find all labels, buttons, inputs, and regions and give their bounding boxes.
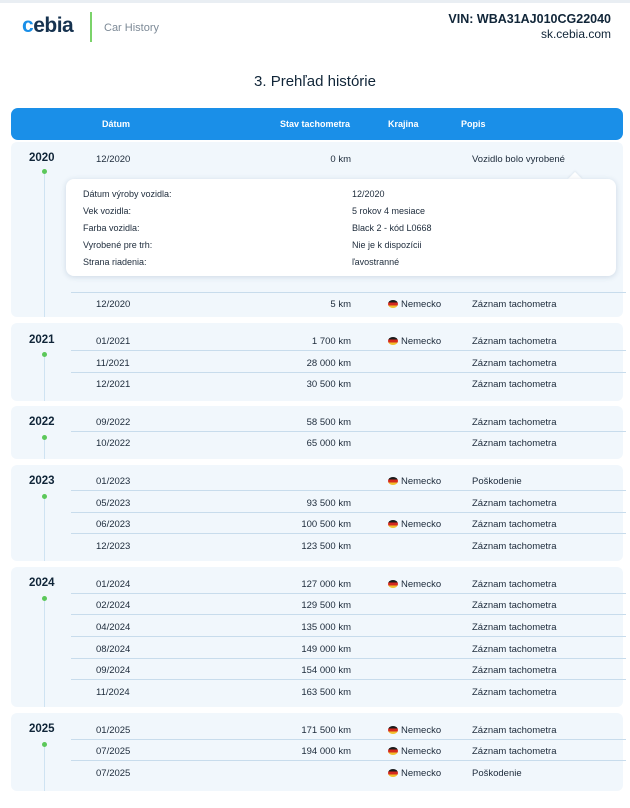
table-row[interactable] — [71, 373, 626, 394]
info-label: Vek vozidla: — [83, 206, 132, 216]
timeline-dot — [42, 352, 47, 357]
table-row[interactable] — [71, 616, 626, 637]
info-label: Vyrobené pre trh: — [83, 240, 153, 250]
germany-flag-icon — [388, 477, 398, 485]
year-group-2023 — [11, 465, 623, 561]
timeline-dot — [42, 435, 47, 440]
timeline-line — [44, 495, 45, 561]
table-row[interactable] — [71, 330, 626, 351]
row-odometer: 93 500 km — [306, 498, 351, 509]
vin-label: VIN: WBA31AJ010CG22040 — [448, 12, 611, 26]
info-label: Farba vozidla: — [83, 223, 140, 233]
row-description: Záznam tachometra — [472, 498, 557, 509]
row-odometer: 135 000 km — [301, 622, 351, 633]
table-row[interactable] — [71, 432, 626, 453]
row-date: 12/2021 — [96, 379, 131, 390]
germany-flag-icon — [388, 726, 398, 734]
logo-divider — [90, 12, 92, 42]
row-date: 01/2023 — [96, 476, 131, 487]
row-description: Záznam tachometra — [472, 358, 557, 369]
row-description: Záznam tachometra — [472, 336, 557, 347]
timeline-line — [44, 353, 45, 401]
table-row[interactable] — [71, 292, 626, 313]
row-date: 12/2020 — [96, 154, 131, 165]
row-description: Záznam tachometra — [472, 725, 557, 736]
row-description: Záznam tachometra — [472, 665, 557, 676]
cebia-logo: cebia — [22, 14, 74, 37]
row-description: Záznam tachometra — [472, 438, 557, 449]
info-value: ľavostranné — [352, 257, 400, 267]
germany-flag-icon — [388, 747, 398, 755]
timeline-dot — [42, 742, 47, 747]
year-group-2024 — [11, 567, 623, 707]
table-row[interactable] — [71, 659, 626, 680]
timeline-dot — [42, 596, 47, 601]
row-date: 01/2021 — [96, 336, 131, 347]
table-row[interactable] — [71, 148, 626, 169]
row-odometer: 65 000 km — [306, 438, 351, 449]
row-country: Nemecko — [388, 725, 441, 736]
row-date: 12/2020 — [96, 299, 131, 310]
row-date: 05/2023 — [96, 498, 131, 509]
year-group-2021 — [11, 323, 623, 401]
year-label: 2023 — [29, 475, 55, 487]
year-label: 2021 — [29, 334, 55, 346]
row-description: Záznam tachometra — [472, 579, 557, 590]
row-date: 09/2024 — [96, 665, 131, 676]
row-description: Záznam tachometra — [472, 687, 557, 698]
row-date: 01/2024 — [96, 579, 131, 590]
germany-flag-icon — [388, 580, 398, 588]
info-value: 12/2020 — [352, 189, 385, 199]
row-country: Nemecko — [388, 519, 441, 530]
row-description: Vozidlo bolo vyrobené — [472, 154, 565, 165]
row-odometer: 0 km — [330, 154, 351, 165]
row-date: 10/2022 — [96, 438, 131, 449]
row-description: Záznam tachometra — [472, 379, 557, 390]
info-value: Nie je k dispozícii — [352, 240, 422, 250]
table-header — [11, 108, 623, 140]
row-odometer: 1 700 km — [311, 336, 351, 347]
info-label: Dátum výroby vozidla: — [83, 189, 172, 199]
row-odometer: 194 000 km — [301, 746, 351, 757]
row-odometer: 100 500 km — [301, 519, 351, 530]
table-row[interactable] — [71, 638, 626, 659]
row-date: 01/2025 — [96, 725, 131, 736]
row-date: 02/2024 — [96, 600, 131, 611]
row-date: 08/2024 — [96, 644, 131, 655]
row-description: Záznam tachometra — [472, 299, 557, 310]
row-description: Poškodenie — [472, 768, 522, 779]
row-odometer: 30 500 km — [306, 379, 351, 390]
row-odometer: 149 000 km — [301, 644, 351, 655]
row-country: Nemecko — [388, 579, 441, 590]
table-row[interactable] — [71, 681, 626, 702]
row-date: 09/2022 — [96, 417, 131, 428]
row-date: 11/2024 — [96, 687, 130, 698]
germany-flag-icon — [388, 520, 398, 528]
row-description: Záznam tachometra — [472, 541, 557, 552]
row-odometer: 171 500 km — [301, 725, 351, 736]
row-odometer: 163 500 km — [301, 687, 351, 698]
row-odometer: 127 000 km — [301, 579, 351, 590]
row-date: 11/2021 — [96, 358, 130, 369]
logo-subtitle: Car History — [104, 22, 160, 34]
table-row[interactable] — [71, 352, 626, 373]
column-description: Popis — [461, 119, 486, 129]
logo-text-rest: ebia — [33, 14, 74, 37]
timeline-line — [44, 170, 45, 317]
row-date: 07/2025 — [96, 768, 131, 779]
germany-flag-icon — [388, 300, 398, 308]
row-country: Nemecko — [388, 336, 441, 347]
table-row[interactable] — [71, 492, 626, 513]
row-country: Nemecko — [388, 299, 441, 310]
table-row[interactable] — [71, 573, 626, 594]
timeline-dot — [42, 494, 47, 499]
row-date: 12/2023 — [96, 541, 131, 552]
timeline-line — [44, 597, 45, 707]
year-label: 2022 — [29, 416, 55, 428]
column-country: Krajina — [388, 119, 419, 129]
table-row[interactable] — [71, 513, 626, 534]
row-description: Záznam tachometra — [472, 746, 557, 757]
table-row[interactable] — [71, 535, 626, 556]
table-row[interactable] — [71, 719, 626, 740]
row-description: Záznam tachometra — [472, 417, 557, 428]
row-odometer: 28 000 km — [306, 358, 351, 369]
germany-flag-icon — [388, 337, 398, 345]
section-title: 3. Prehľad histórie — [254, 73, 376, 90]
row-odometer: 129 500 km — [301, 600, 351, 611]
row-date: 04/2024 — [96, 622, 131, 633]
info-value: 5 rokov 4 mesiace — [352, 206, 426, 216]
year-label: 2020 — [29, 152, 55, 164]
row-odometer: 123 500 km — [301, 541, 351, 552]
timeline-line — [44, 743, 45, 791]
row-description: Záznam tachometra — [472, 600, 557, 611]
year-group-2025 — [11, 713, 623, 791]
row-odometer: 154 000 km — [301, 665, 351, 676]
row-date: 07/2025 — [96, 746, 131, 757]
row-country: Nemecko — [388, 476, 441, 487]
table-row[interactable] — [71, 470, 626, 491]
row-description: Poškodenie — [472, 476, 522, 487]
row-odometer: 58 500 km — [306, 417, 351, 428]
row-country: Nemecko — [388, 746, 441, 757]
year-group-2022 — [11, 406, 623, 459]
info-value: Black 2 - kód L0668 — [352, 223, 432, 233]
row-date: 06/2023 — [96, 519, 131, 530]
row-country: Nemecko — [388, 768, 441, 779]
table-row[interactable] — [71, 740, 626, 761]
column-date: Dátum — [102, 119, 131, 129]
row-odometer: 5 km — [330, 299, 351, 310]
site-link[interactable]: sk.cebia.com — [540, 27, 611, 41]
column-odometer: Stav tachometra — [280, 119, 351, 129]
row-description: Záznam tachometra — [472, 519, 557, 530]
table-row[interactable] — [71, 594, 626, 615]
table-row[interactable] — [71, 762, 626, 783]
year-label: 2024 — [29, 577, 55, 589]
germany-flag-icon — [388, 769, 398, 777]
year-label: 2025 — [29, 723, 55, 735]
info-label: Strana riadenia: — [83, 257, 147, 267]
page-header — [0, 0, 630, 60]
vehicle-info-card — [66, 179, 616, 276]
row-description: Záznam tachometra — [472, 622, 557, 633]
row-description: Záznam tachometra — [472, 644, 557, 655]
table-row[interactable] — [71, 411, 626, 432]
timeline-dot — [42, 169, 47, 174]
